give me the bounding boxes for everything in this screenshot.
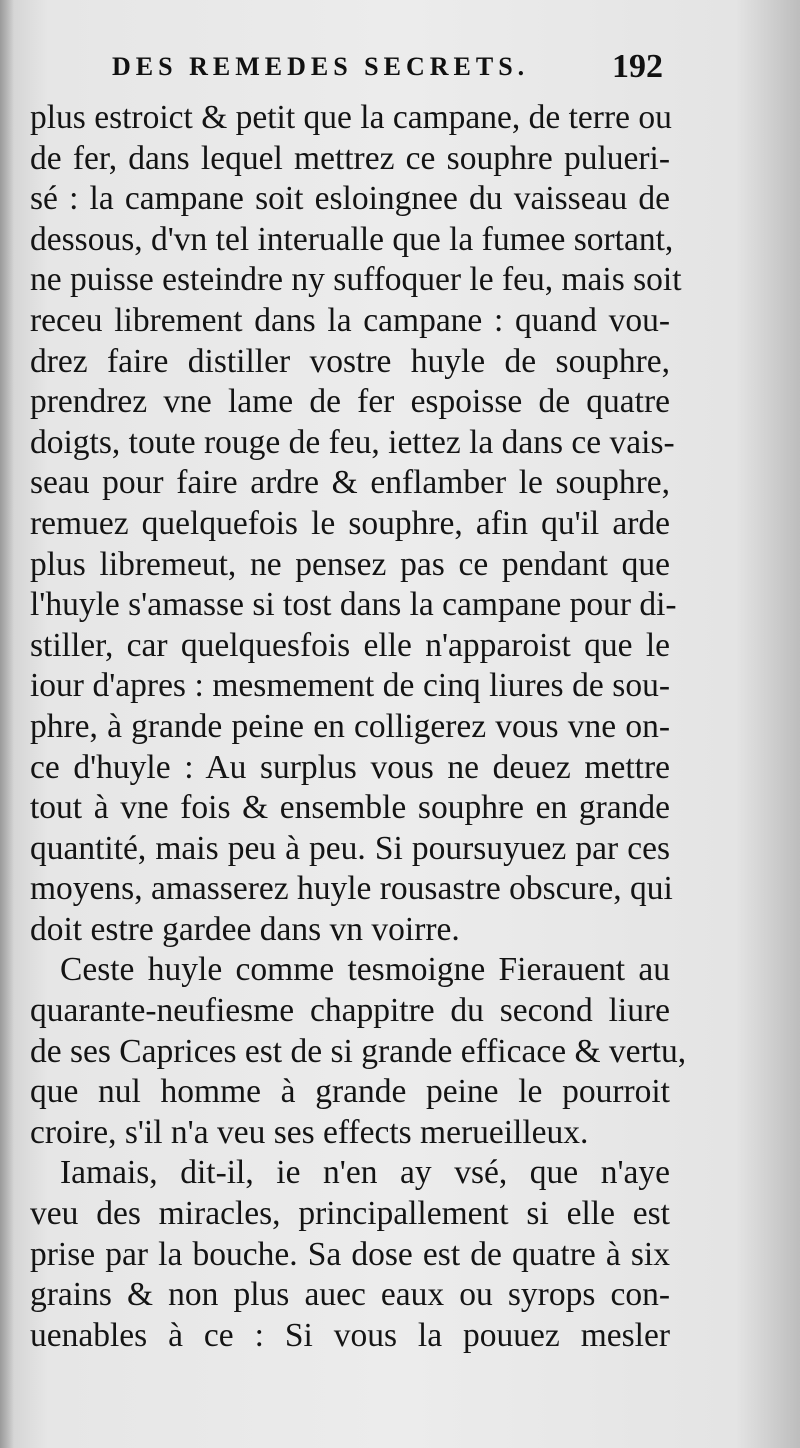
text-line: drez faire distiller vostre huyle de souphre, <box>30 342 670 380</box>
text-line: doit estre gardee dans vn voirre. <box>30 910 460 948</box>
text-line: que nul homme à grande peine le pourroit <box>30 1073 670 1111</box>
paragraph <box>30 98 682 950</box>
text-line: dessous, d'vn tel interualle que la fumee sortant, <box>30 220 674 258</box>
text-line: phre, à grande peine en colligerez vous vne on- <box>30 707 670 745</box>
text-line: uenables à ce : Si vous la pouuez mesler <box>30 1316 670 1354</box>
text-line: veu des miracles, principallement si elle est <box>30 1195 670 1233</box>
body-text <box>30 98 687 1356</box>
text-line: de fer, dans lequel mettrez ce souphre pulueri- <box>30 139 670 177</box>
text-line: l'huyle s'amasse si tost dans la campane pour di- <box>30 586 677 624</box>
text-line: plus libremeut, ne pensez pas ce pendant que <box>30 545 670 583</box>
text-line: prise par la bouche. Sa dose est de quatre à six <box>30 1235 670 1273</box>
gutter-shadow <box>0 0 14 1448</box>
text-line: seau pour faire ardre & enflamber le souphre, <box>30 464 670 502</box>
text-line: quarante-neufiesme chappitre du second liure <box>30 992 670 1030</box>
text-line: stiller, car quelquesfois elle n'apparoist que le <box>30 626 670 664</box>
text-line: plus estroict & petit que la campane, de terre ou <box>30 99 672 136</box>
text-line: tout à vne fois & ensemble souphre en grande <box>30 789 670 827</box>
text-line: croire, s'il n'a veu ses effects merueilleux. <box>30 1113 589 1151</box>
text-line: sé : la campane soit esloingnee du vaisseau de <box>30 180 670 218</box>
text-line: ne puisse esteindre ny suffoquer le feu, mais soit <box>30 261 682 299</box>
text-line: receu librement dans la campane : quand vou- <box>30 301 670 339</box>
running-title: DES REMEDES SECRETS. <box>112 52 530 81</box>
text-line: iour d'apres : mesmement de cinq liures de sou- <box>30 667 670 705</box>
text-line: prendrez vne lame de fer espoisse de quatre <box>30 383 670 421</box>
paragraph <box>30 1153 670 1356</box>
text-line: grains & non plus auec eaux ou syrops con- <box>30 1276 670 1314</box>
text-line: ce d'huyle : Au surplus vous ne deuez mettre <box>30 748 670 786</box>
paragraph <box>30 950 687 1153</box>
text-line: Iamais, dit-il, ie n'en ay vsé, que n'aye <box>60 1154 670 1192</box>
page-number: 192 <box>612 48 663 85</box>
text-line: Ceste huyle comme tesmoigne Fierauent au <box>60 951 670 989</box>
text-line: remuez quelquefois le souphre, afin qu'il arde <box>30 504 670 542</box>
text-line: doigts, toute rouge de feu, iettez la dans ce vais- <box>30 423 675 461</box>
text-line: de ses Caprices est de si grande efficace & vertu, <box>30 1032 687 1070</box>
text-line: moyens, amasserez huyle rousastre obscure, qui <box>30 870 673 908</box>
text-line: quantité, mais peu à peu. Si poursuyuez par ces <box>30 829 670 867</box>
